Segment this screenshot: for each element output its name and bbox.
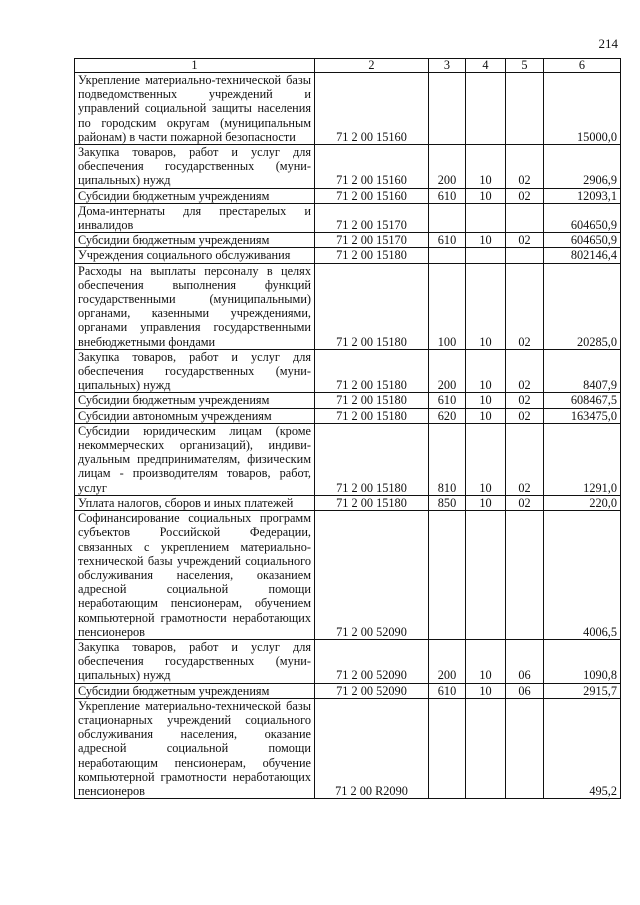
budget-table	[74, 58, 621, 799]
row-amount-cell: 2915,7	[544, 683, 621, 698]
row-section-cell: 10	[466, 349, 506, 393]
row-expense-type-cell: 200	[429, 349, 466, 393]
row-section-cell: 10	[466, 188, 506, 203]
row-code-cell: 71 2 00 15180	[315, 393, 429, 408]
row-name-cell: Закупка товаров, работ и услуг для обеспечения государственных (муниципальных) нужд	[75, 639, 315, 683]
row-expense-type-cell: 810	[429, 423, 466, 495]
row-subsection-cell: 02	[506, 233, 544, 248]
row-expense-type-cell: 610	[429, 188, 466, 203]
table-row	[75, 423, 621, 495]
row-name-cell: Субсидии бюджетным учреждениям	[75, 393, 315, 408]
table-row	[75, 393, 621, 408]
row-amount-cell: 608467,5	[544, 393, 621, 408]
row-expense-type-cell: 620	[429, 408, 466, 423]
table-row	[75, 233, 621, 248]
row-code-cell: 71 2 00 15180	[315, 248, 429, 263]
row-amount-cell: 1291,0	[544, 423, 621, 495]
row-subsection-cell: 02	[506, 349, 544, 393]
row-amount-cell: 604650,9	[544, 233, 621, 248]
row-name-cell: Дома-интернаты для престарелых и инвалидов	[75, 203, 315, 232]
row-expense-type-cell	[429, 511, 466, 640]
row-section-cell	[466, 73, 506, 145]
row-name-cell: Закупка товаров, работ и услуг для обеспечения государственных (муниципальных) нужд	[75, 145, 315, 189]
row-code-cell: 71 2 00 15180	[315, 495, 429, 510]
row-section-cell	[466, 248, 506, 263]
row-expense-type-cell: 610	[429, 683, 466, 698]
row-name-cell: Укрепление материально-технической базы стационарных учреждений социального обслуживания населения, оказание адресной социальной помощи неработающим пенсионерам, обучение компьютерной грамотности неработающих пенсионеров	[75, 698, 315, 798]
row-subsection-cell: 06	[506, 639, 544, 683]
row-code-cell: 71 2 00 15180	[315, 423, 429, 495]
row-code-cell: 71 2 00 15170	[315, 203, 429, 232]
row-amount-cell: 4006,5	[544, 511, 621, 640]
row-expense-type-cell: 200	[429, 145, 466, 189]
row-section-cell	[466, 203, 506, 232]
row-expense-type-cell	[429, 203, 466, 232]
header-cell-5: 5	[506, 59, 544, 73]
row-subsection-cell: 02	[506, 423, 544, 495]
header-cell-6: 6	[544, 59, 621, 73]
row-amount-cell: 15000,0	[544, 73, 621, 145]
row-section-cell: 10	[466, 423, 506, 495]
row-expense-type-cell: 100	[429, 263, 466, 349]
table-row	[75, 511, 621, 640]
row-code-cell: 71 2 00 15180	[315, 408, 429, 423]
row-section-cell: 10	[466, 393, 506, 408]
row-amount-cell: 12093,1	[544, 188, 621, 203]
table-row	[75, 495, 621, 510]
row-expense-type-cell: 610	[429, 233, 466, 248]
header-cell-3: 3	[429, 59, 466, 73]
row-amount-cell: 8407,9	[544, 349, 621, 393]
table-row	[75, 698, 621, 798]
row-subsection-cell: 02	[506, 495, 544, 510]
row-name-cell: Закупка товаров, работ и услуг для обеспечения государственных (муниципальных) нужд	[75, 349, 315, 393]
row-amount-cell: 495,2	[544, 698, 621, 798]
row-section-cell: 10	[466, 145, 506, 189]
row-code-cell: 71 2 00 15180	[315, 349, 429, 393]
row-subsection-cell	[506, 73, 544, 145]
table-row	[75, 188, 621, 203]
row-code-cell: 71 2 00 15160	[315, 188, 429, 203]
row-section-cell	[466, 511, 506, 640]
table-row	[75, 263, 621, 349]
table-row	[75, 203, 621, 232]
row-name-cell: Укрепление материально-технической базы подведомственных учреждений и управлений социальной защиты населения по городским округам (муниципальным районам) в части пожарной безопасности	[75, 73, 315, 145]
row-amount-cell: 220,0	[544, 495, 621, 510]
table-row	[75, 145, 621, 189]
row-name-cell: Субсидии бюджетным учреждениям	[75, 683, 315, 698]
table-row	[75, 248, 621, 263]
row-expense-type-cell	[429, 698, 466, 798]
row-name-cell: Субсидии бюджетным учреждениям	[75, 233, 315, 248]
table-row	[75, 73, 621, 145]
row-section-cell: 10	[466, 495, 506, 510]
row-section-cell: 10	[466, 408, 506, 423]
row-expense-type-cell	[429, 73, 466, 145]
table-header	[75, 59, 621, 73]
row-subsection-cell: 02	[506, 263, 544, 349]
row-code-cell: 71 2 00 15160	[315, 73, 429, 145]
row-name-cell: Субсидии автономным учреждениям	[75, 408, 315, 423]
row-expense-type-cell: 200	[429, 639, 466, 683]
row-subsection-cell: 06	[506, 683, 544, 698]
row-expense-type-cell: 850	[429, 495, 466, 510]
header-cell-4: 4	[466, 59, 506, 73]
row-name-cell: Расходы на выплаты персоналу в целях обеспечения выполнения функций государственными (муниципальными) органами, казенными учреждениями, органами управления государственными внебюджетными фондами	[75, 263, 315, 349]
row-section-cell	[466, 698, 506, 798]
row-name-cell: Субсидии юридическим лицам (кроме некоммерческих организаций), индивидуальным предпринимателям, физическим лицам - производителям товаров, работ, услуг	[75, 423, 315, 495]
row-subsection-cell: 02	[506, 145, 544, 189]
header-row	[75, 59, 621, 73]
row-section-cell: 10	[466, 639, 506, 683]
row-amount-cell: 604650,9	[544, 203, 621, 232]
row-name-cell: Учреждения социального обслуживания	[75, 248, 315, 263]
row-code-cell: 71 2 00 52090	[315, 683, 429, 698]
row-subsection-cell: 02	[506, 408, 544, 423]
row-subsection-cell: 02	[506, 393, 544, 408]
row-name-cell: Софинансирование социальных программ субъектов Российской Федерации, связанных с укреплением материально-технической базы учреждений социального обслуживания населения, оказанием адресной социальной помощи неработающим пенсионерам, обучением компьютерной грамотности неработающих пенсионеров	[75, 511, 315, 640]
row-section-cell: 10	[466, 263, 506, 349]
row-name-cell: Субсидии бюджетным учреждениям	[75, 188, 315, 203]
row-subsection-cell	[506, 698, 544, 798]
table-row	[75, 408, 621, 423]
table-row	[75, 683, 621, 698]
row-expense-type-cell: 610	[429, 393, 466, 408]
table-row	[75, 639, 621, 683]
row-subsection-cell: 02	[506, 188, 544, 203]
row-name-cell: Уплата налогов, сборов и иных платежей	[75, 495, 315, 510]
row-amount-cell: 1090,8	[544, 639, 621, 683]
row-code-cell: 71 2 00 15170	[315, 233, 429, 248]
table-row	[75, 349, 621, 393]
row-code-cell: 71 2 00 15160	[315, 145, 429, 189]
header-cell-1: 1	[75, 59, 315, 73]
row-amount-cell: 20285,0	[544, 263, 621, 349]
row-code-cell: 71 2 00 52090	[315, 639, 429, 683]
header-cell-2: 2	[315, 59, 429, 73]
row-code-cell: 71 2 00 52090	[315, 511, 429, 640]
page-number: 214	[598, 36, 618, 51]
row-section-cell: 10	[466, 683, 506, 698]
row-amount-cell: 802146,4	[544, 248, 621, 263]
row-subsection-cell	[506, 203, 544, 232]
table-body	[75, 73, 621, 799]
row-expense-type-cell	[429, 248, 466, 263]
row-subsection-cell	[506, 248, 544, 263]
row-amount-cell: 2906,9	[544, 145, 621, 189]
row-subsection-cell	[506, 511, 544, 640]
row-code-cell: 71 2 00 15180	[315, 263, 429, 349]
row-section-cell: 10	[466, 233, 506, 248]
row-amount-cell: 163475,0	[544, 408, 621, 423]
row-code-cell: 71 2 00 R2090	[315, 698, 429, 798]
